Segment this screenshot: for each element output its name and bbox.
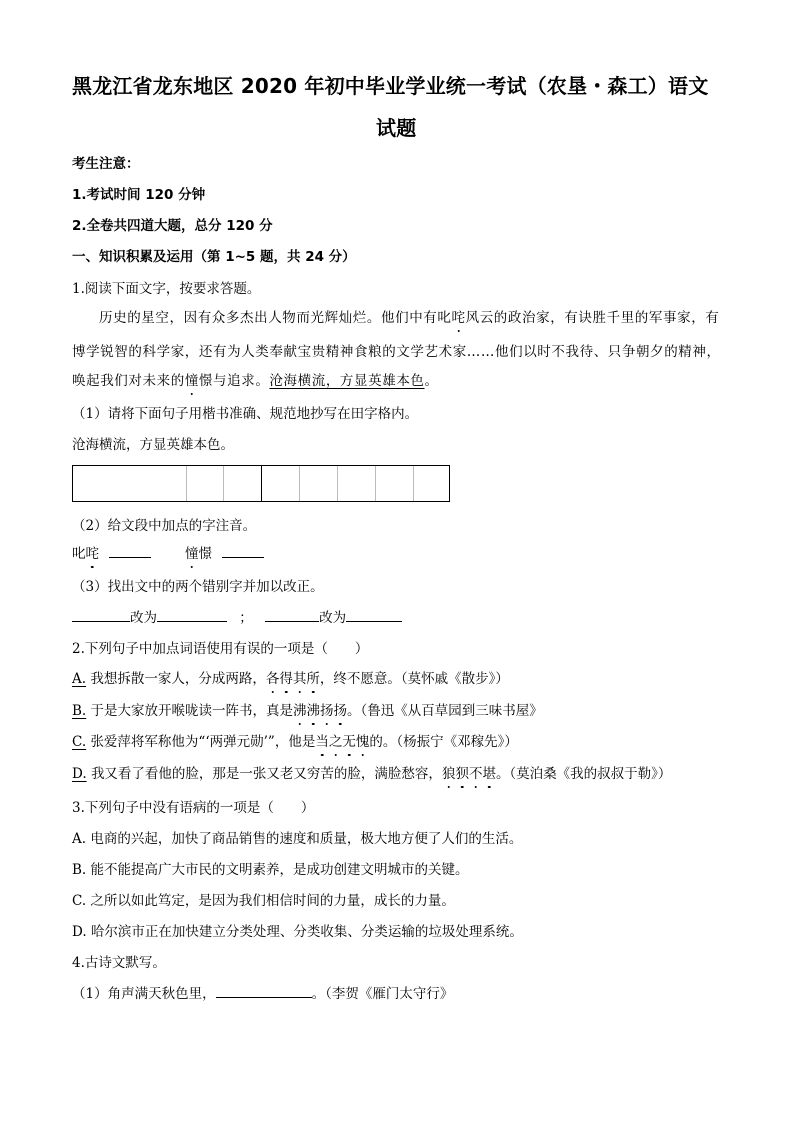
option-text: ，终不愿意。（莫怀戚《散步》）	[319, 671, 509, 687]
option-text: 我想拆散一家人，分成两路，	[90, 671, 266, 687]
q1-passage-line3	[72, 369, 439, 389]
poem-blank-1[interactable]	[216, 983, 312, 998]
dotted-word	[266, 671, 320, 687]
dotted-char: 所	[306, 671, 320, 687]
word-char: 憬	[198, 546, 212, 562]
passage-text: 憬与追求。	[198, 373, 270, 389]
option-text: 我又看了看他的脸，那是一张又老又穷苦的脸，满脸愁容，	[90, 766, 442, 782]
q2-option-a[interactable]	[72, 667, 509, 687]
dotted-char: 其	[292, 671, 307, 687]
dotted-char: 当	[315, 734, 329, 750]
dotted-char: 狼	[441, 766, 456, 782]
notice-time: 1.考试时间 120 分钟	[72, 187, 206, 203]
separator: ；	[239, 610, 253, 626]
option-text: 张爱萍将军称他为“‘两弹元勋’”，他是	[90, 734, 316, 750]
dotted-char: 沸	[306, 703, 321, 719]
option-label: B.	[72, 703, 87, 719]
dotted-char: 沸	[293, 703, 307, 719]
exam-title-line2: 试题	[376, 116, 417, 140]
option-label: C.	[72, 734, 87, 750]
option-label: A.	[72, 671, 87, 687]
passage-text: 风云的政治家，有诀胜千里的军事家，有	[465, 310, 720, 326]
right-char-blank-2[interactable]	[346, 607, 402, 622]
wrong-char-blank-1[interactable]	[72, 607, 130, 622]
dotted-char: 堪	[482, 766, 496, 782]
notice-score: 2.全卷共四道大题，总分 120 分	[72, 218, 273, 234]
option-label: D.	[72, 766, 87, 782]
option-text: 。（莫泊桑《我的叔叔于勒》）	[495, 766, 672, 782]
q3-stem: 3.下列句子中没有语病的一项是（ ）	[72, 800, 315, 816]
change-label: 改为	[130, 610, 157, 626]
q1-sub1: （1）请将下面句子用楷书准确、规范地抄写在田字格内。	[72, 406, 419, 422]
grid-line	[337, 466, 338, 501]
word-char: 叱	[72, 546, 86, 562]
passage-text: 。	[424, 373, 439, 389]
passage-text: 历史的星空，因有众多杰出人物而光辉灿烂。他们中有叱	[99, 310, 452, 326]
dotted-char: 各	[265, 671, 280, 687]
dotted-char: 憧	[184, 373, 199, 389]
dotted-char: 之	[328, 734, 343, 750]
option-text: 。（鲁迅《从百草园到三味书屋》	[347, 703, 543, 719]
dotted-word	[442, 766, 496, 782]
dotted-char: 愧	[355, 734, 370, 750]
q3-option-b[interactable]: B. 能不能提高广大市民的文明素养，是成功创建文明城市的关键。	[72, 862, 469, 878]
dotted-word	[293, 703, 347, 719]
q1-sub2: （2）给文段中加点的字注音。	[72, 518, 257, 534]
grid-line	[299, 466, 300, 501]
q1-copy-sentence: 沧海横流，方显英雄本色。	[72, 437, 234, 453]
passage-text: 唤起我们对未来的	[72, 373, 185, 389]
dotted-char: 不	[468, 766, 483, 782]
q1-passage-line1	[99, 306, 719, 326]
q3-option-a[interactable]: A. 电商的兴起，加快了商品销售的速度和质量，极大地方便了人们的生活。	[72, 831, 523, 847]
underlined-sentence: 沧海横流，方显英雄本色	[269, 373, 425, 389]
tianzige-grid[interactable]	[72, 465, 450, 502]
q1-passage-line2: 博学锐智的科学家，还有为人类奉献宝贵精神食粮的文学艺术家……他们以时不我待、只争朝夕的精神，	[72, 344, 721, 360]
pinyin-blank-2[interactable]	[222, 543, 264, 558]
right-char-blank-1[interactable]	[157, 607, 227, 622]
q2-option-d[interactable]	[72, 762, 671, 782]
q1-sub3: （3）找出文中的两个错别字并加以改正。	[72, 579, 324, 595]
pinyin-blank-1[interactable]	[109, 543, 151, 558]
option-text: 于是大家放开喉咙读一阵书，真是	[90, 703, 294, 719]
q1-stem: 1.阅读下面文字，按要求答题。	[72, 281, 261, 297]
dotted-char: 狈	[455, 766, 469, 782]
dotted-word	[315, 734, 369, 750]
q2-option-c[interactable]	[72, 730, 518, 750]
dotted-char: 扬	[320, 703, 334, 719]
dotted-char: 咤	[85, 546, 99, 562]
q3-option-d[interactable]: D. 哈尔滨市正在加快建立分类处理、分类收集、分类运输的垃圾处理系统。	[72, 924, 523, 940]
q4-stem: 4.古诗文默写。	[72, 955, 166, 971]
q4-item-1	[72, 982, 453, 1002]
q2-option-b[interactable]	[72, 699, 543, 719]
section-heading: 一、知识积累及运用（第 1~5 题，共 24 分）	[72, 249, 356, 265]
dotted-char: 憧	[185, 546, 199, 562]
grid-line	[261, 466, 262, 501]
notice-heading: 考生注意：	[72, 156, 140, 172]
q3-option-c[interactable]: C. 之所以如此笃定，是因为我们相信时间的力量，成长的力量。	[72, 893, 455, 909]
pinyin-word-2	[185, 542, 264, 562]
grid-line	[186, 466, 187, 501]
dotted-char: 得	[279, 671, 293, 687]
option-text: 的。（杨振宁《邓稼先》）	[369, 734, 518, 750]
exam-title-line1: 黑龙江省龙东地区 2020 年初中毕业学业统一考试（农垦・森工）语文	[72, 74, 709, 98]
dotted-char: 扬	[333, 703, 348, 719]
wrong-char-blank-2[interactable]	[265, 607, 319, 622]
grid-line	[413, 466, 414, 501]
dotted-char: 咤	[451, 310, 466, 326]
change-label: 改为	[319, 610, 347, 626]
poem-source: 。（李贺《雁门太守行》	[311, 986, 454, 1002]
grid-line	[375, 466, 376, 501]
correction-row	[72, 606, 402, 626]
pinyin-word-1	[72, 542, 151, 562]
poem-line: （1）角声满天秋色里，	[72, 986, 216, 1002]
q2-stem: 2.下列句子中加点词语使用有误的一项是（ ）	[72, 641, 369, 657]
dotted-char: 无	[342, 734, 356, 750]
grid-line	[223, 466, 224, 501]
